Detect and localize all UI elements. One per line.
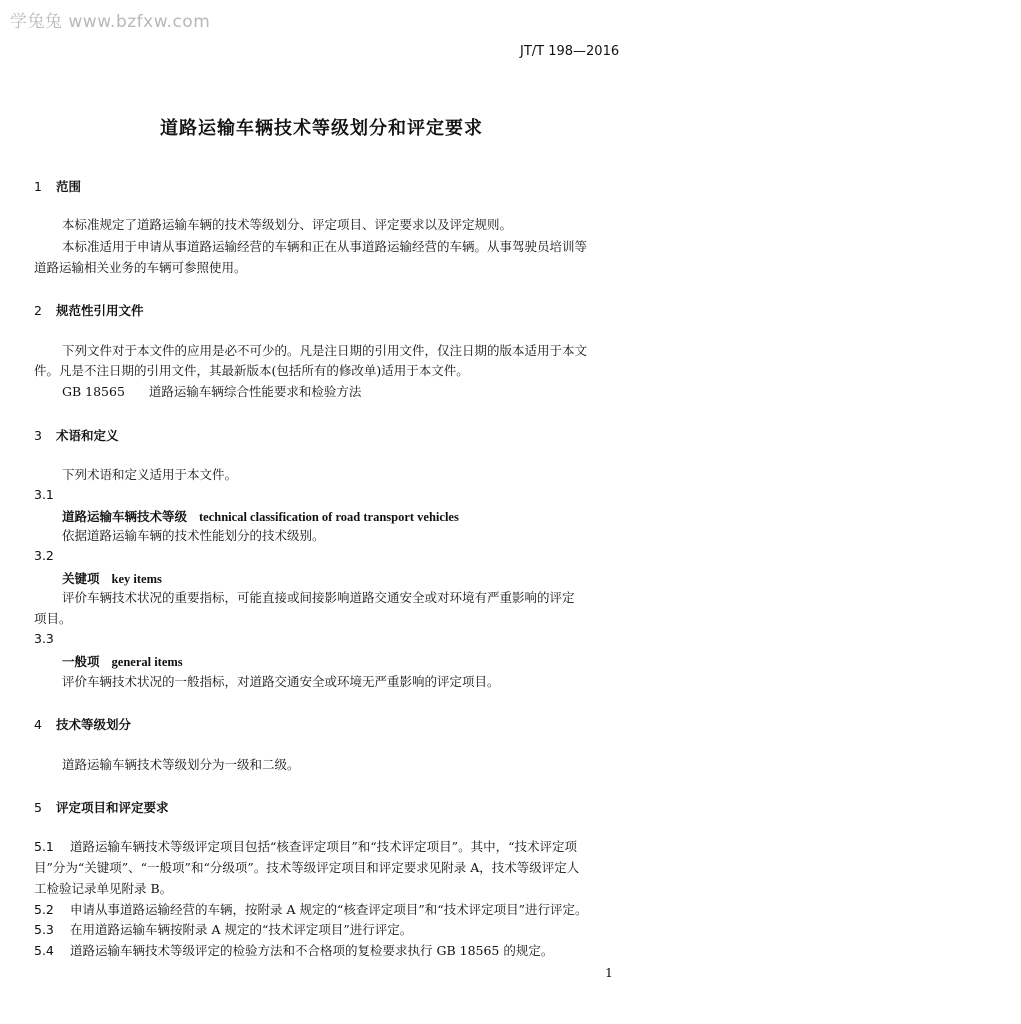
term-entry	[62, 569, 162, 587]
section-number: 4	[34, 717, 42, 732]
document-title: 道路运输车辆技术等级划分和评定要求	[160, 118, 483, 139]
term-definition: 评价车辆技术状况的一般指标，对道路交通安全或环境无严重影响的评定项目。	[62, 674, 500, 689]
page-number: 1	[605, 965, 613, 980]
section-number: 5	[34, 800, 42, 815]
standard-code: JT/T 198—2016	[520, 44, 620, 59]
paragraph: 下列术语和定义适用于本文件。	[62, 467, 238, 482]
clause-5-1	[34, 838, 577, 856]
term-entry	[62, 652, 183, 670]
term-number: 3.1	[34, 487, 54, 502]
section-title: 术语和定义	[56, 428, 119, 443]
clause-text: 申请从事道路运输经营的车辆，按附录 A 规定的“核查评定项目”和“技术评定项目”进行评定。	[70, 902, 588, 917]
clause-5-3	[34, 921, 412, 939]
section-3-heading	[34, 426, 119, 444]
clause-5-2	[34, 901, 588, 919]
clause-continuation: 目”分为“关键项”、“一般项”和“分级项”。技术等级评定项目和评定要求见附录 A，技术等级评定人	[34, 860, 580, 875]
section-1-heading	[34, 177, 81, 195]
section-number: 2	[34, 303, 42, 318]
watermark: 学兔兔 www.bzfxw.com	[10, 12, 211, 32]
term-entry	[62, 507, 459, 525]
clause-text: 道路运输车辆技术等级评定的检验方法和不合格项的复检要求执行 GB 18565 的规定。	[70, 943, 554, 958]
reference-code: GB 18565	[62, 384, 125, 399]
section-5-heading	[34, 798, 169, 816]
term-definition-continuation: 项目。	[34, 611, 72, 626]
term-definition: 评价车辆技术状况的重要指标，可能直接或间接影响道路交通安全或对环境有严重影响的评定	[62, 590, 575, 605]
term-cn: 一般项	[62, 654, 100, 669]
term-cn: 关键项	[62, 571, 100, 586]
section-title: 范围	[56, 179, 82, 194]
clause-5-4	[34, 942, 553, 960]
paragraph-continuation: 道路运输相关业务的车辆可参照使用。	[34, 260, 247, 275]
clause-continuation: 工检验记录单见附录 B。	[34, 881, 173, 896]
term-definition: 依据道路运输车辆的技术性能划分的技术级别。	[62, 528, 325, 543]
term-number: 3.3	[34, 631, 54, 646]
term-en: key items	[111, 572, 162, 586]
term-cn: 道路运输车辆技术等级	[62, 509, 188, 524]
paragraph: 本标准适用于申请从事道路运输经营的车辆和正在从事道路运输经营的车辆。从事驾驶员培训等	[62, 239, 588, 254]
clause-text: 在用道路运输车辆按附录 A 规定的“技术评定项目”进行评定。	[70, 922, 413, 937]
clause-number: 5.2	[34, 902, 54, 917]
paragraph: 道路运输车辆技术等级划分为一级和二级。	[62, 757, 300, 772]
section-number: 1	[34, 179, 42, 194]
paragraph-continuation: 件。凡是不注日期的引用文件，其最新版本(包括所有的修改单)适用于本文件。	[34, 363, 469, 378]
normative-reference	[62, 383, 361, 401]
clause-number: 5.1	[34, 839, 54, 854]
section-4-heading	[34, 715, 131, 733]
clause-number: 5.3	[34, 922, 54, 937]
section-title: 评定项目和评定要求	[56, 800, 169, 815]
section-title: 规范性引用文件	[56, 303, 144, 318]
section-number: 3	[34, 428, 42, 443]
paragraph: 下列文件对于本文件的应用是必不可少的。凡是注日期的引用文件，仅注日期的版本适用于本文	[62, 343, 588, 358]
term-en: technical classification of road transport vehicles	[199, 510, 459, 524]
section-title: 技术等级划分	[56, 717, 132, 732]
term-number: 3.2	[34, 548, 54, 563]
clause-text: 道路运输车辆技术等级评定项目包括“核查评定项目”和“技术评定项目”。其中，“技术评定项	[70, 839, 577, 854]
clause-number: 5.4	[34, 943, 54, 958]
paragraph: 本标准规定了道路运输车辆的技术等级划分、评定项目、评定要求以及评定规则。	[62, 217, 513, 232]
term-en: general items	[111, 655, 183, 669]
reference-title: 道路运输车辆综合性能要求和检验方法	[148, 384, 362, 399]
section-2-heading	[34, 301, 144, 319]
